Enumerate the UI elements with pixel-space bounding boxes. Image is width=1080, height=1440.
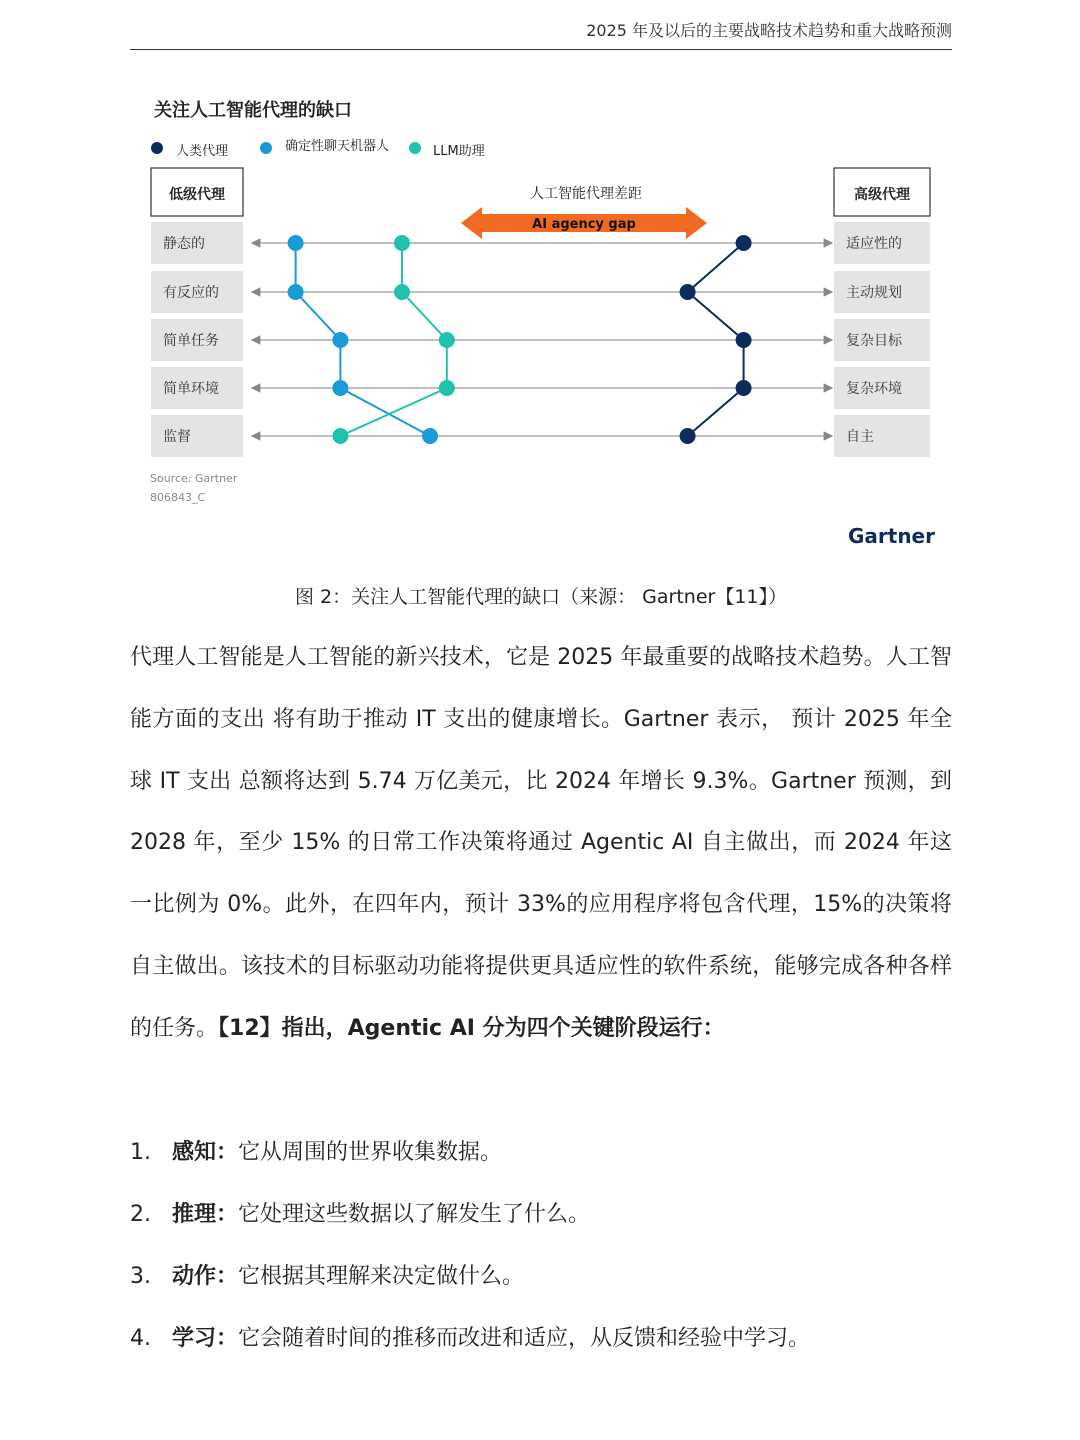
series-point — [332, 428, 348, 444]
right-row-label: 适应性的 — [846, 236, 902, 252]
legend-dot-llm — [409, 142, 421, 154]
series-point — [736, 380, 752, 396]
list-item — [130, 1246, 952, 1308]
series-point — [332, 380, 348, 396]
left-row-label: 静态的 — [163, 236, 205, 252]
high-agency-label: 高级代理 — [854, 187, 910, 203]
list-number: 2. — [130, 1202, 151, 1227]
list-term: 动作： — [172, 1264, 239, 1289]
right-row-label: 主动规划 — [846, 285, 902, 301]
list-number: 1. — [130, 1140, 151, 1165]
gap-label: 人工智能代理差距 — [530, 186, 642, 202]
agency-gap-figure — [130, 80, 952, 560]
list-text: 它处理这些数据以了解发生了什么。 — [238, 1202, 591, 1227]
series-point — [736, 235, 752, 251]
series-point — [422, 428, 438, 444]
series-point — [736, 332, 752, 348]
series-point — [439, 332, 455, 348]
series-point — [680, 284, 696, 300]
paragraph-text: 代理人工智能是人工智能的新兴技术，它是 2025 年最重要的战略技术趋势。人工智能方面的支出 将有助于推动 IT 支出的健康增长。Gartner 表示， 预计 2025 年全球 IT 支出 总额将达到 5.74 万亿美元，比 2024 年增长 9.3%。Gartner 预测，到 2028 年，至少 15% 的日常工作决策将通过 Agentic AI 自主做出，而 2024 年这一比例为 0%。此外，在四年内，预计 33%的应用程序将包含代理，15%的决策将自主做出。该技术的目标驱动功能将提供更具适应性的软件系统，能够完成各种各样的任务。 — [130, 645, 952, 1041]
running-header: 2025 年及以后的主要战略技术趋势和重大战略预测 — [130, 18, 952, 50]
left-row-label: 简单环境 — [163, 381, 219, 397]
low-agency-label: 低级代理 — [169, 187, 225, 203]
list-text: 它会随着时间的推移而改进和适应，从反馈和经验中学习。 — [238, 1326, 811, 1351]
series-point — [288, 284, 304, 300]
gartner-logo: Gartner — [847, 524, 935, 548]
right-row-label: 复杂目标 — [846, 333, 902, 349]
figure-source: Source: Gartner — [150, 472, 238, 485]
right-row-label: 复杂环境 — [846, 381, 902, 397]
series-point — [394, 235, 410, 251]
agency-gap-diagram — [130, 80, 952, 560]
legend-dot-chatbot — [260, 142, 272, 154]
series-point — [288, 235, 304, 251]
legend-label-chatbot: 确定性聊天机器人 — [285, 139, 390, 154]
list-item — [130, 1308, 952, 1370]
left-row-label: 有反应的 — [163, 285, 219, 301]
list-number: 4. — [130, 1326, 151, 1351]
paragraph-bold-tail: 【12】指出，Agentic AI 分为四个关键阶段运行： — [218, 1015, 725, 1041]
legend — [151, 138, 485, 159]
gap-arrow-label: AI agency gap — [532, 217, 636, 232]
series-point — [332, 332, 348, 348]
list-number: 3. — [130, 1264, 151, 1289]
list-term: 学习： — [172, 1326, 239, 1351]
figure-code: 806843_C — [150, 491, 206, 504]
series-point — [439, 380, 455, 396]
right-row-label: 自主 — [846, 429, 874, 445]
list-term: 感知： — [172, 1140, 239, 1165]
list-text: 它从周围的世界收集数据。 — [238, 1140, 503, 1165]
list-text: 它根据其理解来决定做什么。 — [238, 1264, 525, 1289]
figure-title: 关注人工智能代理的缺口 — [154, 100, 352, 121]
list-item — [130, 1122, 952, 1184]
left-row-label: 简单任务 — [163, 333, 219, 349]
legend-label-human: 人类代理 — [176, 144, 229, 159]
legend-dot-human — [151, 142, 163, 154]
series-point — [680, 428, 696, 444]
list-term: 推理： — [172, 1202, 239, 1227]
legend-label-llm: LLM助理 — [433, 144, 485, 159]
series-point — [394, 284, 410, 300]
list-item — [130, 1184, 952, 1246]
left-row-label: 监督 — [163, 429, 191, 445]
figure-caption: 图 2：关注人工智能代理的缺口（来源： Gartner【11】） — [294, 586, 788, 608]
body-paragraph — [130, 627, 952, 1060]
stage-list — [130, 1122, 952, 1370]
